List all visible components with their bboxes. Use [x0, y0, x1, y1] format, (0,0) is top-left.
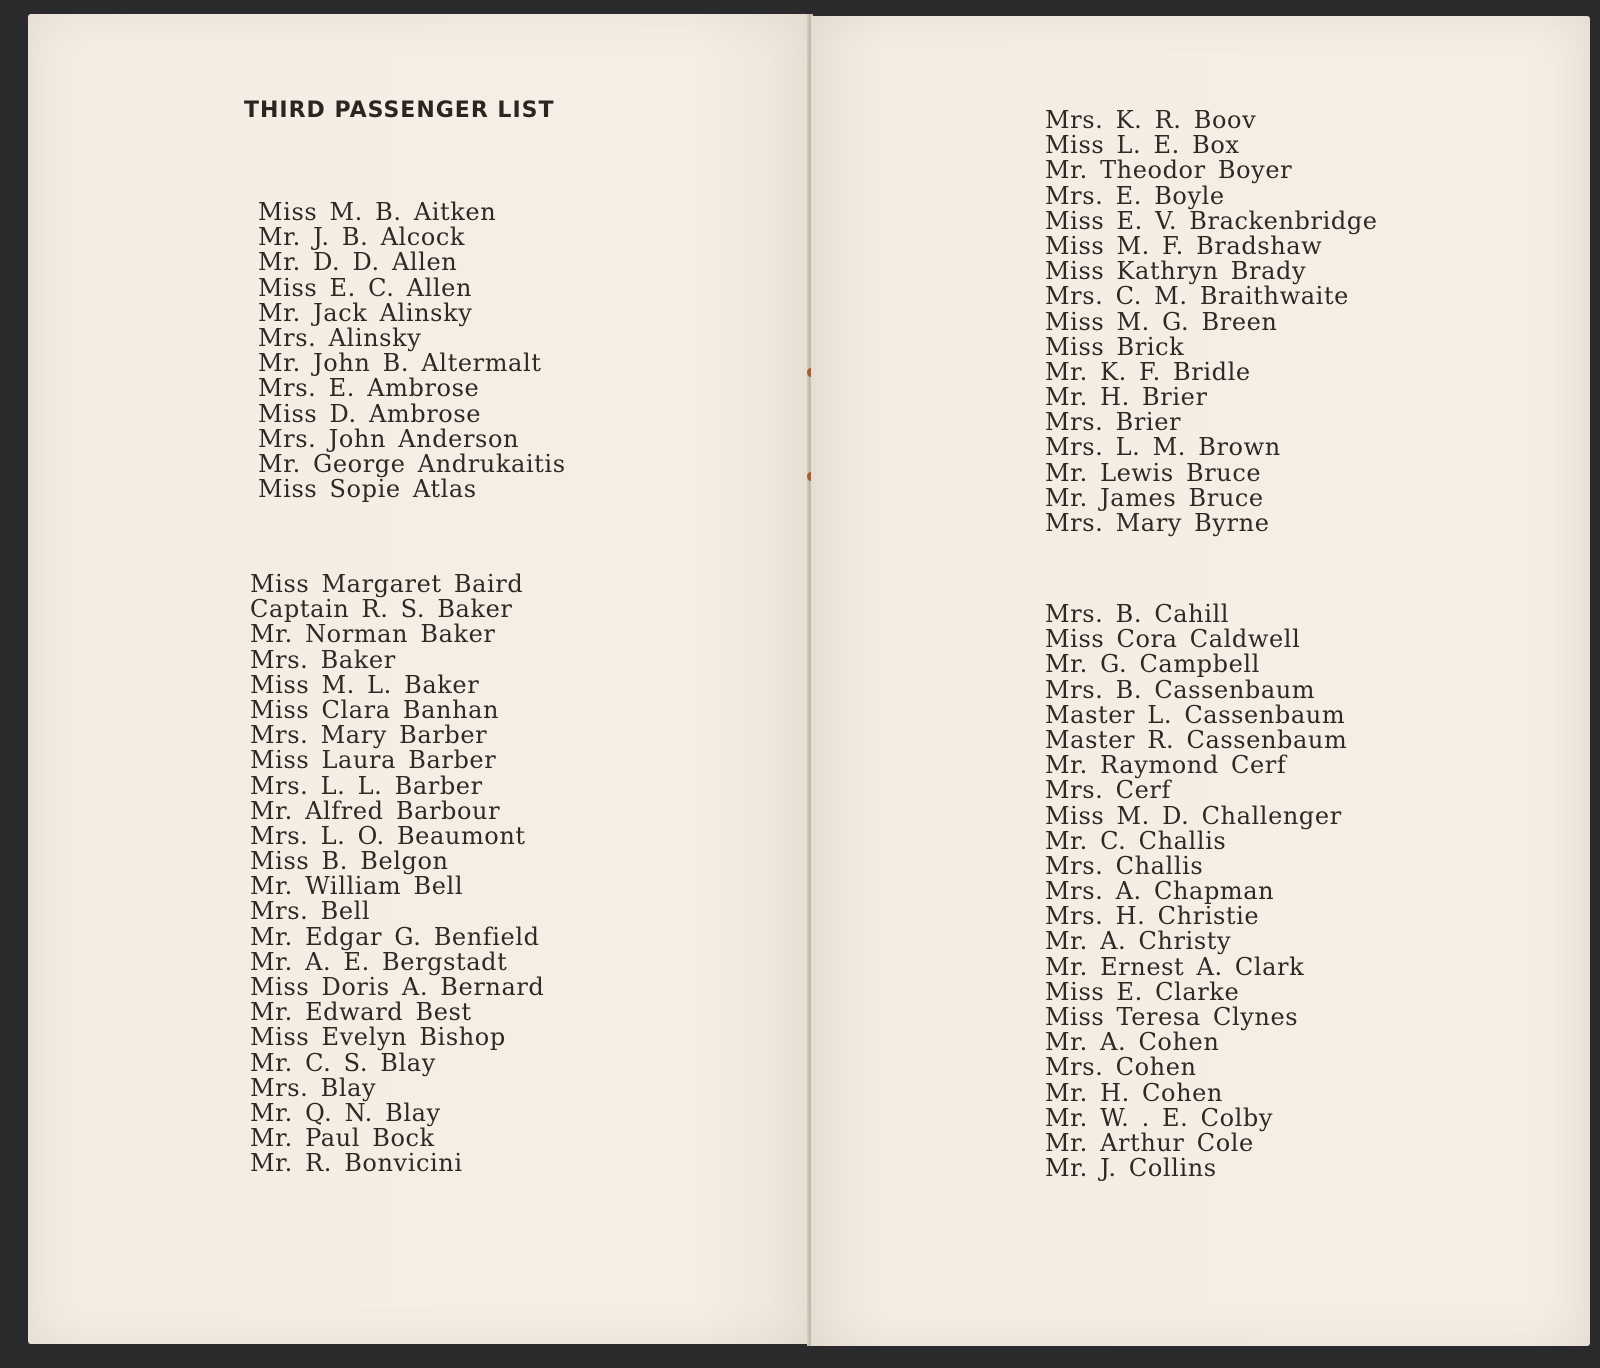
passenger-name: Mr. R. Bonvicini: [250, 1149, 463, 1178]
passenger-name: Miss E. C. Allen: [258, 273, 472, 302]
passenger-list-group-b: [250, 572, 544, 1177]
passenger-name: Miss M. D. Challenger: [1045, 801, 1342, 830]
passenger-name: Mrs. B. Cassenbaum: [1045, 675, 1316, 704]
passenger-name: Mrs. Challis: [1045, 851, 1204, 880]
left-page: [28, 14, 809, 1344]
passenger-name: Miss M. L. Baker: [250, 670, 480, 699]
passenger-name: Mrs. E. Ambrose: [258, 374, 480, 403]
passenger-name: Mrs. L. M. Brown: [1045, 433, 1281, 462]
passenger-name: Mrs. H. Christie: [1045, 902, 1260, 931]
passenger-name: Mr. A. E. Bergstadt: [250, 947, 508, 976]
passenger-name: Mrs. Bell: [250, 897, 371, 926]
passenger-name: Mr. George Andrukaitis: [258, 449, 566, 478]
passenger-name: Mr. H. Cohen: [1045, 1078, 1223, 1107]
passenger-name: Miss E. Clarke: [1045, 977, 1240, 1006]
passenger-name: Mrs. B. Cahill: [1045, 600, 1230, 628]
passenger-name: Mr. Ernest A. Clark: [1045, 952, 1305, 981]
passenger-name: Master L. Cassenbaum: [1045, 700, 1346, 729]
passenger-name: Miss Evelyn Bishop: [250, 1023, 506, 1052]
passenger-name: Mrs. L. O. Beaumont: [250, 821, 526, 850]
passenger-name: Mr. John B. Altermalt: [258, 349, 542, 378]
passenger-name: Captain R. S. Baker: [250, 595, 513, 624]
passenger-list-group-a: [258, 200, 566, 502]
passenger-name: Mrs. Blay: [250, 1073, 377, 1102]
passenger-name: Mr. A. Cohen: [1045, 1028, 1220, 1057]
page-title: THIRD PASSENGER LIST: [244, 98, 555, 123]
passenger-name: Mr. G. Campbell: [1045, 650, 1260, 679]
passenger-name: Mr. Theodor Boyer: [1045, 156, 1293, 185]
passenger-name: Mr. Jack Alinsky: [258, 298, 473, 327]
passenger-name: Mr. Raymond Cerf: [1045, 751, 1287, 780]
passenger-name: Mr. D. D. Allen: [258, 248, 458, 277]
passenger-name: Mr. Paul Bock: [250, 1124, 435, 1153]
passenger-name: Miss Teresa Clynes: [1045, 1003, 1299, 1031]
passenger-name: Mrs. K. R. Boov: [1045, 106, 1257, 134]
passenger-name: Mr. Norman Baker: [250, 620, 496, 649]
passenger-name: Mr. James Bruce: [1045, 483, 1264, 512]
passenger-name: Mr. Alfred Barbour: [250, 796, 501, 825]
passenger-name: Mr. W. . E. Colby: [1045, 1103, 1274, 1132]
passenger-name: Mr. J. Collins: [1045, 1154, 1217, 1183]
passenger-name: Miss B. Belgon: [250, 847, 449, 876]
passenger-name: Miss D. Ambrose: [258, 399, 482, 428]
passenger-name: Mrs. Brier: [1045, 408, 1182, 437]
passenger-name: Miss Brick: [1045, 332, 1185, 361]
passenger-name: Mrs. Cohen: [1045, 1053, 1197, 1082]
passenger-name: Miss M. F. Bradshaw: [1045, 231, 1323, 260]
passenger-name: Miss M. G. Breen: [1045, 307, 1278, 336]
passenger-name: Miss Margaret Baird: [250, 570, 524, 598]
passenger-name: Mr. William Bell: [250, 872, 464, 901]
passenger-name: Mr. C. Challis: [1045, 826, 1227, 855]
right-page: [811, 16, 1590, 1346]
passenger-name: Mr. C. S. Blay: [250, 1048, 436, 1077]
passenger-name: Miss L. E. Box: [1045, 131, 1240, 160]
passenger-name: Mrs. Baker: [250, 645, 396, 674]
passenger-name: Miss Cora Caldwell: [1045, 625, 1301, 654]
passenger-list-group-c: [1045, 602, 1347, 1181]
passenger-name: Mrs. E. Boyle: [1045, 181, 1225, 210]
passenger-name: Miss Kathryn Brady: [1045, 257, 1307, 286]
passenger-name: Master R. Cassenbaum: [1045, 725, 1348, 754]
booklet: [28, 14, 1590, 1346]
passenger-name: Mr. Edward Best: [250, 998, 472, 1027]
passenger-name: Mrs. Mary Barber: [250, 721, 488, 750]
passenger-name: Mr. H. Brier: [1045, 383, 1208, 412]
passenger-name: Mrs. A. Chapman: [1045, 877, 1275, 906]
passenger-name: Miss M. B. Aitken: [258, 198, 497, 226]
passenger-name: Mrs. L. L. Barber: [250, 771, 483, 800]
passenger-list-group-b-continued: [1045, 108, 1378, 536]
passenger-name: Mrs. C. M. Braithwaite: [1045, 282, 1349, 311]
passenger-name: Miss Clara Banhan: [250, 695, 500, 724]
passenger-name: Mr. Edgar G. Benfield: [250, 922, 540, 951]
passenger-name: Mr. A. Christy: [1045, 927, 1232, 956]
passenger-name: Miss E. V. Brackenbridge: [1045, 206, 1378, 235]
passenger-name: Miss Sopie Atlas: [258, 475, 477, 504]
passenger-name: Mrs. Cerf: [1045, 776, 1171, 805]
passenger-name: Mrs. John Anderson: [258, 424, 520, 453]
passenger-name: Mr. Q. N. Blay: [250, 1098, 441, 1127]
passenger-name: Mr. J. B. Alcock: [258, 223, 466, 252]
passenger-name: Mr. Lewis Bruce: [1045, 458, 1262, 487]
passenger-name: Miss Doris A. Bernard: [250, 973, 545, 1001]
passenger-name: Mrs. Alinsky: [258, 323, 422, 352]
passenger-name: Mrs. Mary Byrne: [1045, 509, 1270, 537]
passenger-name: Mr. K. F. Bridle: [1045, 357, 1251, 386]
passenger-name: Mr. Arthur Cole: [1045, 1128, 1254, 1157]
passenger-name: Miss Laura Barber: [250, 746, 497, 775]
